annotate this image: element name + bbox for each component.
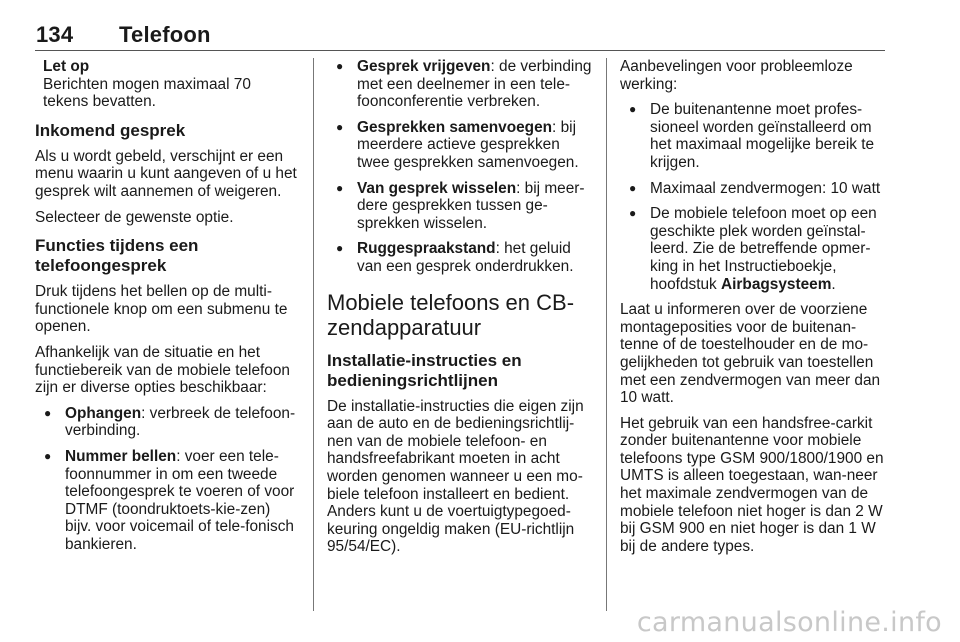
note-title: Let op [43, 58, 90, 75]
options-list [327, 58, 592, 276]
column-1 [35, 58, 300, 561]
paragraph: Aanbevelingen voor probleemloze werking: [620, 58, 853, 93]
column-2 [327, 58, 592, 564]
heading-installation: Installatie-instructies en bedieningsrichtlijnen [327, 350, 522, 390]
option-term: Nummer bellen [65, 447, 177, 465]
item-term: Airbagsysteem [721, 275, 832, 293]
option-text: : voer een tele-foonnummer in om een tweede telefoongesprek te voeren of voor DTMF (toondruktoets-kie-zen) bijv. voor voicemail of tele-fonisch bankieren. [65, 447, 295, 553]
option-text: : bij meer-dere gesprekken tussen ge-sprekken wisselen. [357, 179, 585, 232]
paragraph: Druk tijdens het bellen op de multi-functionele knop om een submenu te openen. [35, 283, 288, 336]
list-item [35, 448, 300, 554]
item-tail: . [831, 275, 836, 293]
paragraph: Laat u informeren over de voorziene montageposities voor de buitenan-tenne of de toestelhouder en de mo-gelijkheden tot gebruik van toestellen met een zendvermogen van meer dan 10 watt. [620, 301, 881, 407]
option-term: Gesprekken samenvoegen [357, 118, 553, 136]
option-term: Van gesprek wisselen [357, 179, 517, 197]
item-text: De mobiele telefoon moet op een geschikte plek worden geïnstal-leerd. Zie de betreffende opmer-king in het Instructieboekje, hoofdstuk [650, 205, 877, 293]
page-header [35, 20, 885, 51]
heading-incoming-call: Inkomend gesprek [35, 120, 186, 140]
section-title: Telefoon [119, 22, 211, 47]
option-term: Ruggespraakstand [357, 240, 496, 258]
list-item [620, 205, 886, 293]
paragraph: Selecteer de gewenste optie. [35, 208, 234, 226]
options-list [35, 405, 300, 554]
recommendations-list [620, 101, 886, 293]
option-term: Gesprek vrijgeven [357, 58, 491, 75]
list-item [35, 405, 300, 440]
list-item [620, 180, 886, 198]
list-item [327, 119, 592, 172]
paragraph: Afhankelijk van de situatie en het functiebereik van de mobiele telefoon zijn er diverse opties beschikbaar: [35, 343, 290, 397]
page-number: 134 [36, 22, 74, 47]
column-3 [620, 58, 886, 563]
list-item [327, 180, 592, 233]
option-text: : verbreek de telefoon-verbinding. [65, 404, 296, 440]
heading-mobile-phones: Mobiele telefoons en CB-zendapparatuur [327, 289, 575, 341]
note-text: Berichten mogen maximaal 70 tekens bevatten. [43, 75, 251, 111]
option-text: : de verbinding met een deelnemer in een tele-foonconferentie verbreken. [357, 58, 592, 111]
option-text: : bij meerdere actieve gesprekken twee gesprekken samenvoegen. [357, 118, 579, 171]
option-term: Ophangen [65, 404, 142, 422]
note-box [43, 58, 300, 111]
item-text: De buitenantenne moet profes-sioneel worden geïnstalleerd om het maximaal mogelijke bereik te krijgen. [650, 101, 875, 171]
list-item [327, 240, 592, 275]
paragraph: Het gebruik van een handsfree-carkit zonder buitenantenne voor mobiele telefoons type GSM 900/1800/1900 en UMTS is alleen toegestaan, wan-neer het maximale zendvermogen van de mobiele telefoon niet hoger is dan 2 W bij GSM 900 en niet hoger is dan 1 W bij de andere types. [620, 414, 884, 555]
watermark: carmanualsonline.info [636, 607, 942, 638]
option-text: : het geluid van een gesprek onderdrukken. [357, 240, 574, 275]
list-item [327, 58, 592, 111]
heading-call-functions: Functies tijdens een telefoongesprek [35, 236, 199, 276]
list-item [620, 101, 886, 171]
paragraph: De installatie-instructies die eigen zijn aan de auto en de bedieningsrichtlij-nen van de mobiele telefoon- en handsfreefabrikant moeten in acht worden genomen wanneer u een mo-biele telefoon installeert en bedient. Anders kunt u de voertuigtypegoed-keuring ongeldig maken (EU-richtlijn 95/54/EC). [327, 397, 584, 556]
item-text: Maximaal zendvermogen: 10 watt [650, 179, 881, 197]
column-divider [313, 58, 314, 611]
paragraph: Als u wordt gebeld, verschijnt er een menu waarin u kunt aangeven of u het gesprek wilt aannemen of weigeren. [35, 147, 297, 200]
column-divider [606, 58, 607, 611]
